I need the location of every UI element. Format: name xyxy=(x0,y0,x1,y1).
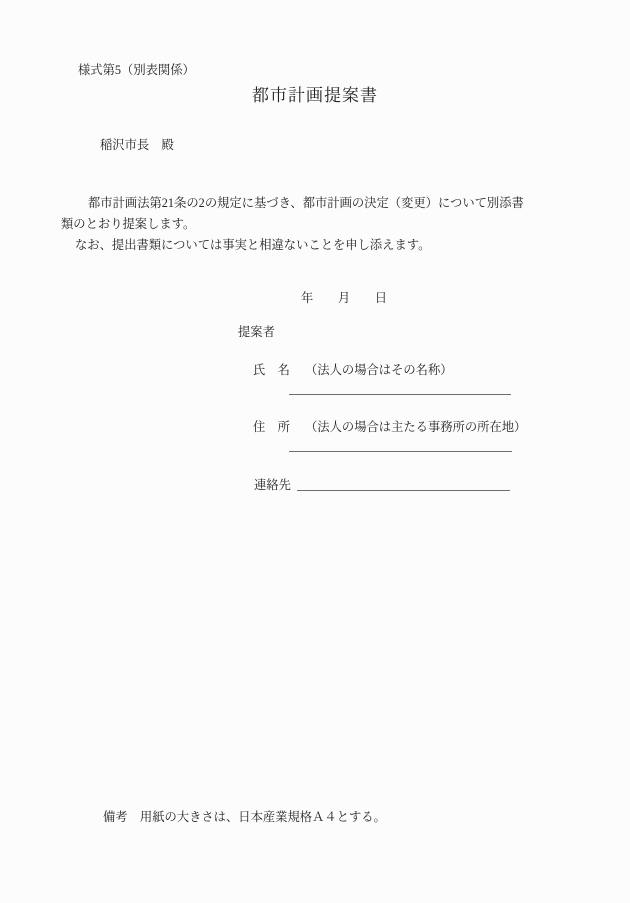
form-number: 様式第5（別表関係） xyxy=(78,63,195,77)
address-field-note: （法人の場合は主たる事務所の所在地） xyxy=(305,420,527,434)
body-paragraph-line-1: 都市計画法第21条の2の規定に基づき、都市計画の決定（変更）について別添書 xyxy=(88,196,524,210)
remark-note: 備考 用紙の大きさは、日本産業規格Ａ４とする。 xyxy=(103,810,386,824)
date-blank-line: 年 月 日 xyxy=(301,291,388,305)
name-field-label: 氏 名 xyxy=(253,363,290,377)
address-field-label: 住 所 xyxy=(253,420,290,434)
page-title: 都市計画提案書 xyxy=(252,86,378,105)
body-paragraph-line-2: 類のとおり提案します。 xyxy=(61,217,196,231)
name-field-note: （法人の場合はその名称） xyxy=(305,363,453,377)
contact-input-line[interactable] xyxy=(297,490,510,491)
proposer-label: 提案者 xyxy=(238,325,275,339)
addressee-line: 稲沢市長 殿 xyxy=(100,138,174,152)
body-paragraph-line-3: なお、提出書類については事実と相違ないことを申し添えます。 xyxy=(75,238,431,252)
name-input-line[interactable] xyxy=(289,394,511,395)
address-input-line[interactable] xyxy=(289,451,512,452)
contact-field-label: 連絡先 xyxy=(254,478,291,492)
